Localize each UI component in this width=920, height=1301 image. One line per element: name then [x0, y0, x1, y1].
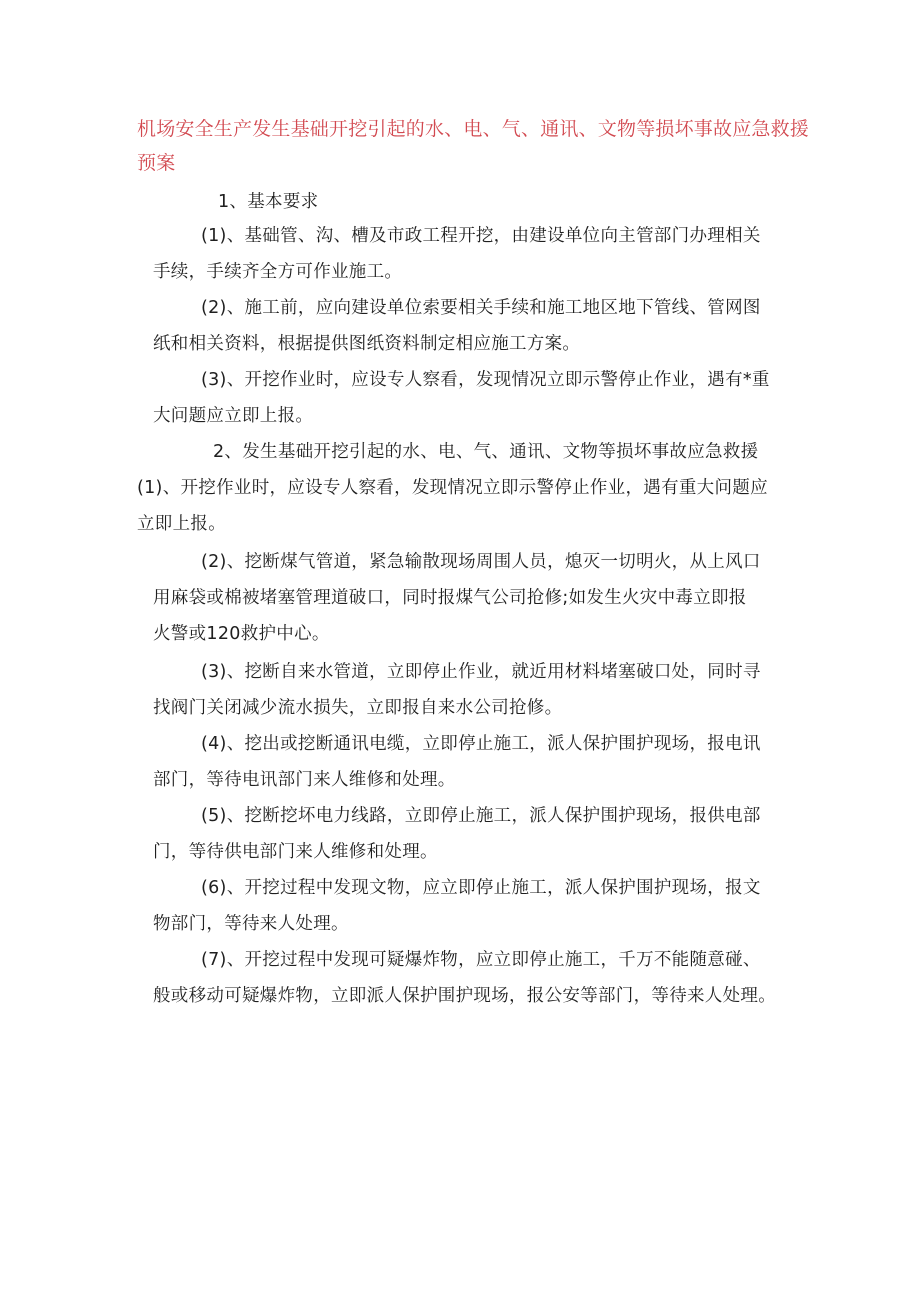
paragraph-line: 手续，手续齐全方可作业施工。 — [153, 262, 403, 282]
section-2-item-2 — [153, 544, 793, 652]
section-2-heading: 2、发生基础开挖引起的水、电、气、通讯、文物等损坏事故应急救援 — [213, 442, 759, 462]
section-2-item-7 — [153, 942, 793, 1014]
paragraph-line: (3)、挖断自来水管道，立即停止作业，就近用材料堵塞破口处，同时寻 — [201, 662, 761, 682]
document-title — [137, 112, 810, 180]
paragraph-line: 火警或120救护中心。 — [153, 624, 330, 644]
paragraph-line: 用麻袋或棉被堵塞管理道破口，同时报煤气公司抢修;如发生火灾中毒立即报 — [153, 588, 747, 608]
paragraph-line: 立即上报。 — [137, 514, 226, 534]
section-2-item-6 — [153, 870, 793, 942]
title-line-2: 预案 — [137, 152, 176, 174]
paragraph-line: (2)、施工前，应向建设单位索要相关手续和施工地区地下管线、管网图 — [201, 298, 761, 318]
paragraph-line: 般或移动可疑爆炸物，立即派人保护围护现场，报公安等部门，等待来人处理。 — [153, 986, 776, 1006]
paragraph-line: (6)、开挖过程中发现文物，应立即停止施工，派人保护围护现场，报文 — [201, 878, 761, 898]
section-heading-text: 1、基本要求 — [218, 192, 319, 212]
section-1-item-3 — [153, 362, 793, 434]
section-2-item-4 — [153, 726, 793, 798]
paragraph-line: (2)、挖断煤气管道，紧急输散现场周围人员，熄灭一切明火，从上风口 — [201, 552, 761, 572]
paragraph-line: (4)、挖出或挖断通讯电缆，立即停止施工，派人保护围护现场，报电讯 — [201, 734, 761, 754]
paragraph-line: (5)、挖断挖坏电力线路，立即停止施工，派人保护围护现场，报供电部 — [201, 806, 761, 826]
paragraph-line: (3)、开挖作业时，应设专人察看，发现情况立即示警停止作业，遇有*重 — [201, 370, 770, 390]
section-2-heading-and-item-1 — [137, 434, 797, 542]
paragraph-line: 门，等待供电部门来人维修和处理。 — [153, 842, 438, 862]
section-1-item-1 — [153, 218, 793, 290]
paragraph-line: (1)、开挖作业时，应设专人察看，发现情况立即示警停止作业，遇有重大问题应 — [137, 478, 768, 498]
section-2-item-5 — [153, 798, 793, 870]
paragraph-line: (7)、开挖过程中发现可疑爆炸物，应立即停止施工，千万不能随意碰、 — [201, 950, 761, 970]
paragraph-line: 纸和相关资料，根据提供图纸资料制定相应施工方案。 — [153, 334, 581, 354]
paragraph-line: (1)、基础管、沟、槽及市政工程开挖，由建设单位向主管部门办理相关 — [201, 226, 761, 246]
section-1-item-2 — [153, 290, 793, 362]
paragraph-line: 大问题应立即上报。 — [153, 406, 314, 426]
paragraph-line: 找阀门关闭减少流水损失，立即报自来水公司抢修。 — [153, 698, 563, 718]
title-line-1: 机场安全生产发生基础开挖引起的水、电、气、通讯、文物等损坏事故应急救援 — [137, 118, 810, 140]
paragraph-line: 部门，等待电讯部门来人维修和处理。 — [153, 770, 456, 790]
paragraph-line: 物部门，等待来人处理。 — [153, 914, 349, 934]
section-2-item-3 — [153, 654, 793, 726]
section-1-heading — [218, 184, 318, 220]
